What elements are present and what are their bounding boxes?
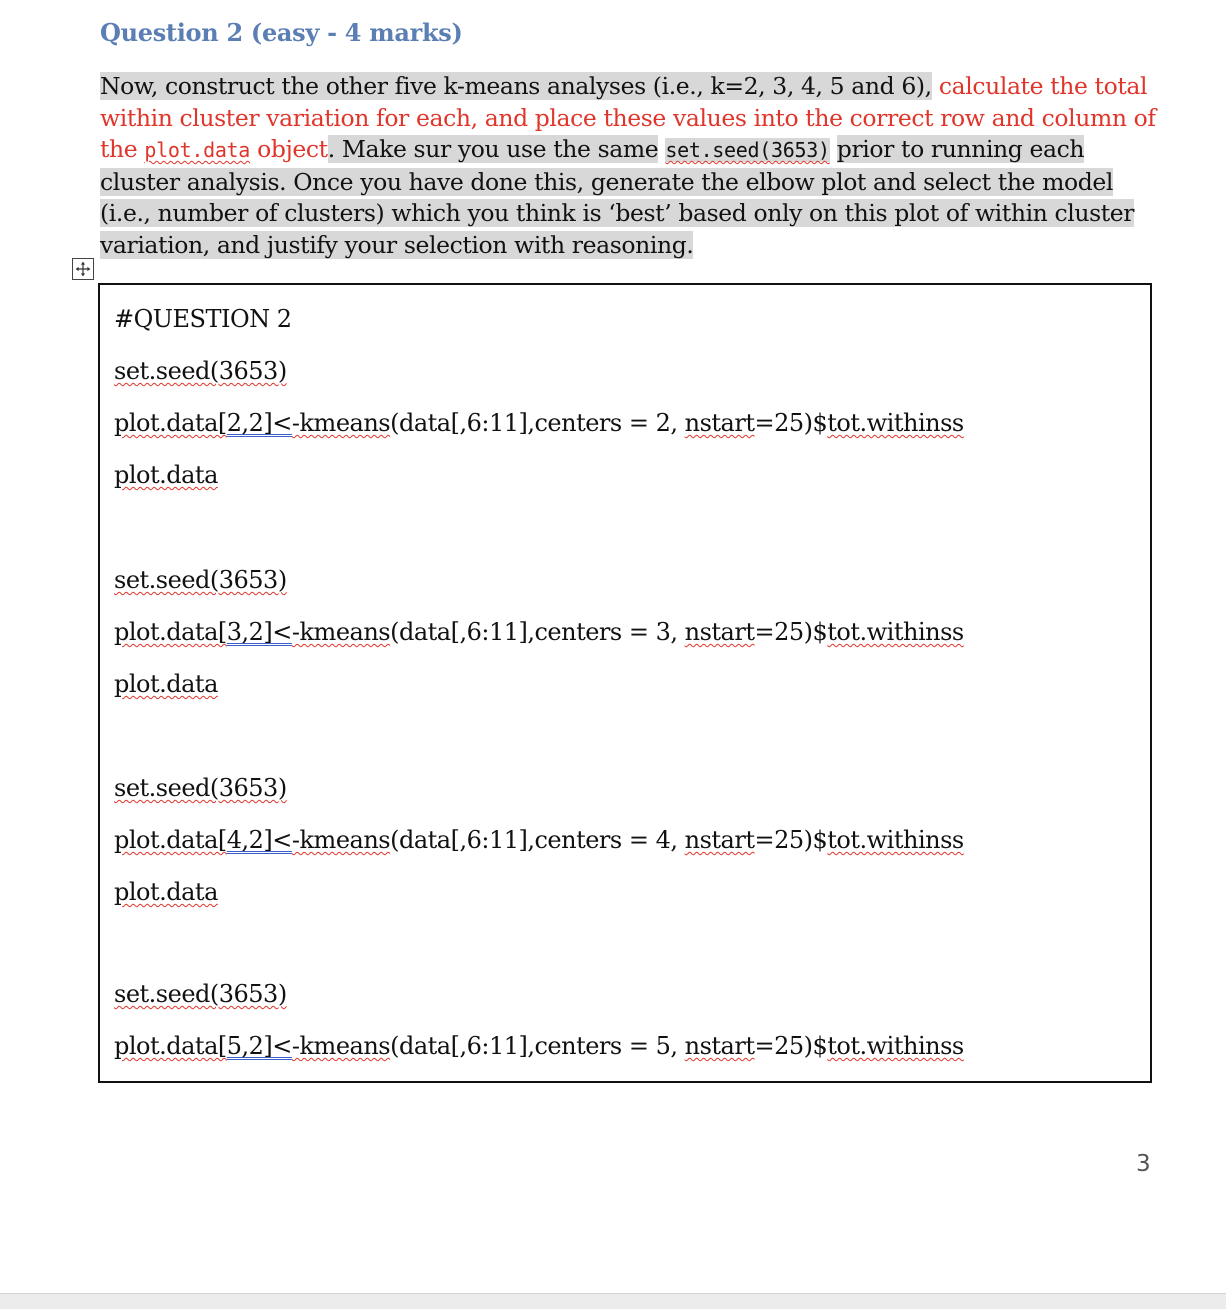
code-withinss: tot.withinss xyxy=(827,826,964,854)
code-bracket: ]< xyxy=(263,826,292,854)
code-plot-data: plot.data xyxy=(114,878,218,906)
code-print-line xyxy=(114,670,218,698)
code-kmeans: -kmeans xyxy=(291,826,391,854)
code-plot-data: plot.data xyxy=(114,461,218,489)
code-k-value: 4 xyxy=(655,826,671,854)
code-plot-data-prefix: plot.data[ xyxy=(114,1032,227,1060)
code-mid: =25)$ xyxy=(754,826,828,854)
code-assign-line xyxy=(114,1032,964,1060)
code-index: 3,2 xyxy=(226,618,264,646)
para-code-set-seed: set.seed(3653) xyxy=(665,138,830,162)
code-k-value: 3 xyxy=(655,618,671,646)
code-header: #QUESTION 2 xyxy=(114,305,292,333)
code-args: (data[,6:11],centers = xyxy=(390,826,656,854)
para-text-1: Now, construct the other five k-means analyses (i.e., k=2, 3, 4, 5 and 6), xyxy=(100,72,932,100)
bottom-scrollbar[interactable] xyxy=(0,1293,1226,1309)
code-comma: , xyxy=(670,618,685,646)
code-set-seed-line xyxy=(114,566,287,594)
code-args: (data[,6:11],centers = xyxy=(390,409,656,437)
code-set-seed: set.seed(3653) xyxy=(114,566,287,594)
code-k-value: 5 xyxy=(655,1032,671,1060)
code-plot-data: plot.data xyxy=(114,670,218,698)
code-kmeans: -kmeans xyxy=(291,409,391,437)
para-code-plot-data: plot.data xyxy=(144,138,251,162)
code-nstart: nstart xyxy=(684,1032,755,1060)
code-set-seed: set.seed(3653) xyxy=(114,774,287,802)
code-k-value: 2 xyxy=(655,409,671,437)
code-withinss: tot.withinss xyxy=(827,618,964,646)
code-bracket: ]< xyxy=(263,409,292,437)
code-withinss: tot.withinss xyxy=(827,409,964,437)
code-kmeans: -kmeans xyxy=(291,1032,391,1060)
code-index: 2,2 xyxy=(226,409,264,437)
code-comma: , xyxy=(670,826,685,854)
code-plot-data-prefix: plot.data[ xyxy=(114,409,227,437)
code-set-seed: set.seed(3653) xyxy=(114,357,287,385)
code-assign-line xyxy=(114,409,964,437)
page-number: 3 xyxy=(1136,1151,1151,1177)
para-text-2: . Make sur you use the same xyxy=(327,135,659,163)
code-block[interactable] xyxy=(98,283,1152,1083)
code-set-seed-line xyxy=(114,357,287,385)
code-mid: =25)$ xyxy=(754,1032,828,1060)
code-plot-data-prefix: plot.data[ xyxy=(114,618,227,646)
code-nstart: nstart xyxy=(684,618,755,646)
code-set-seed: set.seed(3653) xyxy=(114,980,287,1008)
code-print-line xyxy=(114,878,218,906)
code-kmeans: -kmeans xyxy=(291,618,391,646)
code-set-seed-line xyxy=(114,980,287,1008)
para-text-3: prior to running each cluster analysis. Once you have done this, generate the elbow plot and select the model (i.e., number of clusters) which you think is ‘best’ based only on this plot of within cluster variation, and justify your selection with reasoning. xyxy=(100,135,1135,259)
code-bracket: ]< xyxy=(263,1032,292,1060)
code-print-line xyxy=(114,461,218,489)
code-withinss: tot.withinss xyxy=(827,1032,964,1060)
question-paragraph xyxy=(100,71,1160,261)
code-args: (data[,6:11],centers = xyxy=(390,618,656,646)
para-red-object: object xyxy=(257,135,328,163)
code-comma: , xyxy=(670,1032,685,1060)
code-index: 5,2 xyxy=(226,1032,264,1060)
para-red-text: calculate the total within cluster variation for each, and place these values into the correct row and column of the xyxy=(100,72,1156,163)
table-move-handle[interactable] xyxy=(72,258,94,280)
code-plot-data-prefix: plot.data[ xyxy=(114,826,227,854)
code-assign-line xyxy=(114,618,964,646)
code-mid: =25)$ xyxy=(754,618,828,646)
code-bracket: ]< xyxy=(263,618,292,646)
code-mid: =25)$ xyxy=(754,409,828,437)
code-args: (data[,6:11],centers = xyxy=(390,1032,656,1060)
code-index: 4,2 xyxy=(226,826,264,854)
code-comma: , xyxy=(670,409,685,437)
question-heading: Question 2 (easy - 4 marks) xyxy=(100,18,463,47)
code-assign-line xyxy=(114,826,964,854)
code-nstart: nstart xyxy=(684,826,755,854)
move-arrows-icon xyxy=(75,261,91,277)
code-set-seed-line xyxy=(114,774,287,802)
code-nstart: nstart xyxy=(684,409,755,437)
